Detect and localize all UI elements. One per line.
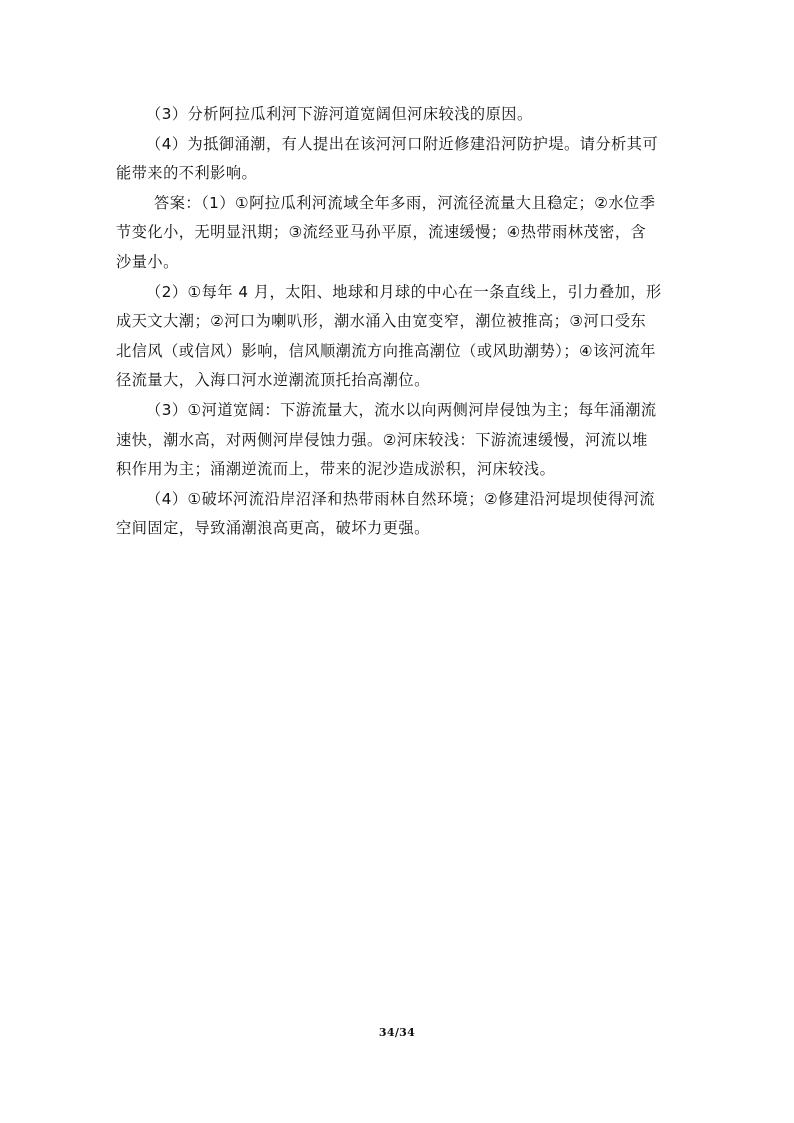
question-3 (116, 100, 678, 130)
text-line: （3）①河道宽阔：下游流量大，流水以向两侧河岸侵蚀为主；每年涌潮流 (146, 400, 657, 419)
text-line: 答案：（1）①阿拉瓜利河流域全年多雨，河流径流量大且稳定；②水位季 (154, 193, 656, 212)
text-line: 空间固定，导致涌潮浪高更高，破坏力更强。 (116, 519, 430, 538)
text-line: （3）分析阿拉瓜利河下游河道宽阔但河床较浅的原因。 (146, 105, 533, 123)
text-line: （4）为抵御涌潮，有人提出在该河河口附近修建沿河防护堤。请分析其可 (146, 134, 659, 153)
text-line: 径流量大，入海口河水逆潮流顶托抬高潮位。 (116, 371, 430, 390)
answer-3 (116, 396, 678, 485)
text-line: （2）①每年 4 月，太阳、地球和月球的中心在一条直线上，引力叠加，形 (146, 282, 662, 301)
answer-4 (116, 485, 678, 544)
text-line: 成天文大潮；②河口为喇叭形，潮水涌入由宽变窄，潮位被推高；③河口受东 (116, 312, 647, 331)
text-line: 积作用为主；涌潮逆流而上，带来的泥沙造成淤积，河床较浅。 (116, 460, 556, 479)
page-number: 34/34 (378, 1026, 416, 1039)
question-4 (116, 130, 678, 189)
text-line: 北信风（或信风）影响，信风顺潮流方向推高潮位（或风助潮势）；④该河流年 (116, 341, 656, 360)
text-line: 沙量小。 (116, 252, 179, 271)
answer-1 (116, 189, 678, 278)
text-line: 速快，潮水高，对两侧河岸侵蚀力强。②河床较浅：下游流速缓慢，河流以堆 (116, 430, 648, 449)
text-line: （4）①破坏河流沿岸沼泽和热带雨林自然环境；②修建沿河堤坝使得河流 (146, 489, 656, 508)
answer-2 (116, 278, 678, 396)
document-body (116, 100, 678, 544)
text-line: 节变化小，无明显汛期；③流经亚马孙平原，流速缓慢；④热带雨林茂密，含 (116, 223, 647, 242)
text-line: 能带来的不利影响。 (116, 164, 258, 183)
